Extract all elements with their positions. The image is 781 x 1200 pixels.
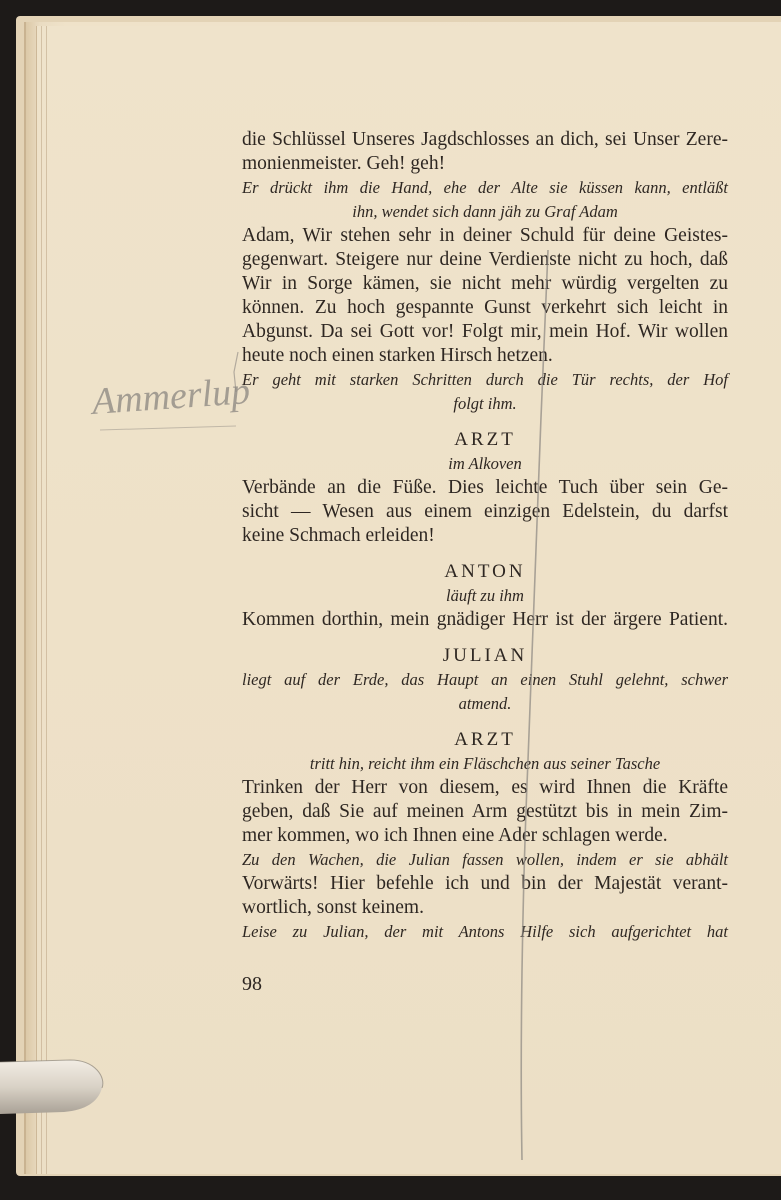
stage-direction: liegt auf der Erde, das Haupt an einen Stuhl gelehnt, schwer: [242, 670, 728, 689]
stage-direction: folgt ihm.: [453, 394, 517, 413]
page-number: 98: [242, 973, 262, 995]
text-line: heute noch einen starken Hirsch hetzen.: [242, 345, 553, 366]
text-line: die Schlüssel Unseres Jagdschlosses an dich, sei Unser Zere-: [242, 129, 728, 150]
stage-direction: Er geht mit starken Schritten durch die Tür rechts, der Hof: [242, 370, 728, 389]
stage-direction: läuft zu ihm: [446, 586, 524, 605]
speaker-name: ARZT: [454, 429, 516, 450]
text-line: können. Zu hoch gespannte Gunst verkehrt sich leicht in: [242, 297, 728, 318]
stage-direction: im Alkoven: [448, 454, 522, 473]
text-line: keine Schmach erleiden!: [242, 525, 435, 546]
text-line: gegenwart. Steigere nur deine Verdienste nicht zu hoch, daß: [242, 249, 728, 270]
speaker-name: JULIAN: [442, 645, 528, 666]
text-line: mer kommen, wo ich Ihnen eine Ader schlagen werde.: [242, 825, 668, 846]
gutter-line: [41, 26, 42, 1174]
text-line: Wir in Sorge kämen, sie nicht mehr würdig vergelten zu: [242, 273, 728, 294]
stage-direction: tritt hin, reicht ihm ein Fläschchen aus seiner Tasche: [309, 754, 661, 773]
text-line: Adam, Wir stehen sehr in deiner Schuld für deine Geistes-: [242, 225, 728, 246]
text-line: Kommen dorthin, mein gnädiger Herr ist der ärgere Patient.: [242, 609, 728, 630]
speaker-name: ARZT: [454, 729, 516, 750]
text-line: Verbände an die Füße. Dies leichte Tuch über sein Ge-: [242, 477, 728, 498]
thumb-icon: [0, 1056, 104, 1118]
gutter-line: [46, 26, 47, 1174]
stage-direction: atmend.: [458, 694, 512, 713]
speaker-name: ANTON: [444, 561, 526, 582]
stage-direction: Er drückt ihm die Hand, ehe der Alte sie küssen kann, entläßt: [242, 178, 728, 197]
text-line: monienmeister. Geh! geh!: [242, 153, 446, 174]
text-line: sicht — Wesen aus einem einzigen Edelstein, du darfst: [242, 501, 728, 522]
stage-direction: ihn, wendet sich dann jäh zu Graf Adam: [352, 202, 618, 221]
stage-direction: Zu den Wachen, die Julian fassen wollen, indem er sie abhält: [242, 850, 728, 869]
text-line: Vorwärts! Hier befehle ich und bin der Majestät verant-: [242, 873, 728, 894]
page-text: [242, 128, 728, 944]
text-line: Trinken der Herr von diesem, es wird Ihnen die Kräfte: [242, 777, 728, 798]
margin-note: Ammerlup: [90, 370, 252, 423]
text-line: Abgunst. Da sei Gott vor! Folgt mir, mein Hof. Wir wollen: [242, 321, 728, 342]
stage-direction: Leise zu Julian, der mit Antons Hilfe sich aufgerichtet hat: [242, 922, 728, 941]
text-line: geben, daß Sie auf meinen Arm gestützt bis in mein Zim-: [242, 801, 728, 822]
text-line: wortlich, sonst keinem.: [242, 897, 424, 918]
